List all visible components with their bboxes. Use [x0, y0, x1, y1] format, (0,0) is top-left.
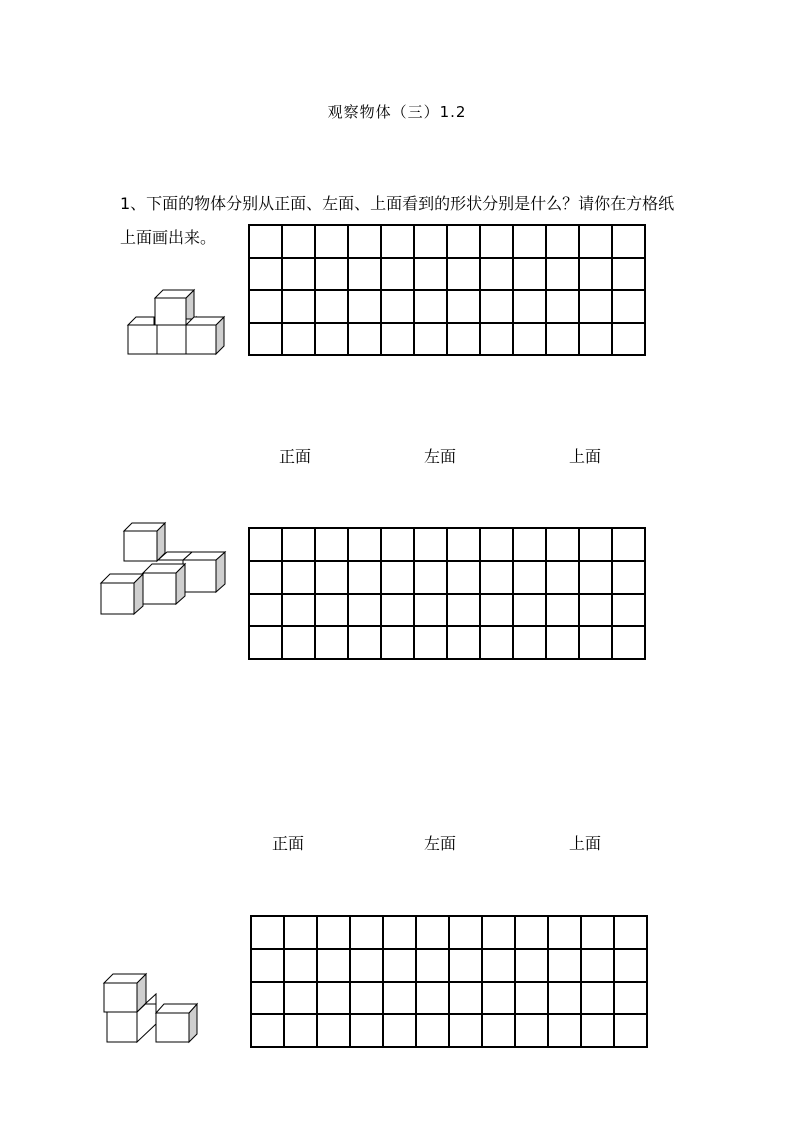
grid-cell[interactable]	[480, 323, 513, 356]
grid-cell[interactable]	[383, 949, 416, 982]
grid-cell[interactable]	[414, 258, 447, 291]
grid-cell[interactable]	[546, 225, 579, 258]
grid-cell[interactable]	[348, 594, 381, 627]
grid-cell[interactable]	[282, 290, 315, 323]
grid-cell[interactable]	[513, 594, 546, 627]
grid-cell[interactable]	[315, 528, 348, 561]
grid-cell[interactable]	[383, 982, 416, 1015]
grid-cell[interactable]	[282, 528, 315, 561]
grid-cell[interactable]	[348, 626, 381, 659]
grid-cell[interactable]	[381, 561, 414, 594]
cube-figure-2	[98, 520, 233, 620]
grid-cell[interactable]	[414, 561, 447, 594]
grid-cell[interactable]	[546, 528, 579, 561]
grid-cell[interactable]	[614, 982, 647, 1015]
grid-cell[interactable]	[350, 916, 383, 949]
grid-cell[interactable]	[381, 225, 414, 258]
grid-cell[interactable]	[513, 561, 546, 594]
grid-cell[interactable]	[282, 594, 315, 627]
grid-cell[interactable]	[383, 916, 416, 949]
grid-cell[interactable]	[447, 528, 480, 561]
grid-cell[interactable]	[612, 225, 645, 258]
grid-cell[interactable]	[315, 225, 348, 258]
question-1-text: 1、下面的物体分别从正面、左面、上面看到的形状分别是什么？请你在方格纸	[120, 194, 675, 213]
grid-cell[interactable]	[251, 916, 284, 949]
grid-cell[interactable]	[447, 290, 480, 323]
grid-cell[interactable]	[546, 561, 579, 594]
grid-cell[interactable]	[515, 949, 548, 982]
view-label-front: 正面	[279, 447, 312, 466]
grid-cell[interactable]	[282, 323, 315, 356]
grid-cell[interactable]	[447, 626, 480, 659]
grid-cell[interactable]	[249, 225, 282, 258]
grid-cell[interactable]	[480, 626, 513, 659]
grid-cell[interactable]	[284, 916, 317, 949]
grid-cell[interactable]	[513, 626, 546, 659]
grid-cell[interactable]	[579, 561, 612, 594]
grid-cell[interactable]	[348, 561, 381, 594]
grid-cell[interactable]	[447, 323, 480, 356]
grid-cell[interactable]	[513, 258, 546, 291]
grid-cell[interactable]	[348, 258, 381, 291]
grid-cell[interactable]	[579, 626, 612, 659]
grid-cell[interactable]	[581, 982, 614, 1015]
grid-cell[interactable]	[284, 982, 317, 1015]
grid-cell[interactable]	[579, 258, 612, 291]
grid-cell[interactable]	[546, 258, 579, 291]
grid-cell[interactable]	[315, 323, 348, 356]
grid-cell[interactable]	[249, 528, 282, 561]
grid-cell[interactable]	[414, 594, 447, 627]
grid-cell[interactable]	[612, 290, 645, 323]
grid-cell[interactable]	[480, 561, 513, 594]
grid-cell[interactable]	[581, 949, 614, 982]
grid-cell[interactable]	[251, 949, 284, 982]
grid-cell[interactable]	[513, 225, 546, 258]
grid-cell[interactable]	[449, 1014, 482, 1047]
grid-cell[interactable]	[515, 1014, 548, 1047]
grid-cell[interactable]	[381, 290, 414, 323]
grid-cell[interactable]	[317, 982, 350, 1015]
grid-cell[interactable]	[614, 949, 647, 982]
grid-cell[interactable]	[447, 561, 480, 594]
grid-cell[interactable]	[579, 594, 612, 627]
grid-cell[interactable]	[282, 258, 315, 291]
grid-cell[interactable]	[449, 916, 482, 949]
answer-grid-1[interactable]	[248, 224, 646, 356]
grid-cell[interactable]	[482, 916, 515, 949]
question-1-text-continued: 上面画出来。	[120, 228, 217, 247]
grid-cell[interactable]	[546, 290, 579, 323]
grid-cell[interactable]	[513, 528, 546, 561]
grid-cell[interactable]	[251, 982, 284, 1015]
cube-figure-1	[120, 278, 240, 358]
grid-cell[interactable]	[612, 323, 645, 356]
view-label-left: 左面	[424, 447, 457, 466]
grid-cell[interactable]	[513, 323, 546, 356]
grid-cell[interactable]	[548, 949, 581, 982]
grid-cell[interactable]	[414, 626, 447, 659]
grid-cell[interactable]	[381, 258, 414, 291]
grid-cell[interactable]	[515, 982, 548, 1015]
grid-cell[interactable]	[414, 528, 447, 561]
view-label-left: 左面	[424, 834, 457, 853]
grid-cell[interactable]	[447, 258, 480, 291]
grid-cell[interactable]	[249, 561, 282, 594]
grid-cell[interactable]	[513, 290, 546, 323]
grid-cell[interactable]	[480, 528, 513, 561]
grid-cell[interactable]	[612, 528, 645, 561]
worksheet-title: 观察物体（三）1.2	[327, 103, 467, 121]
view-label-front: 正面	[272, 834, 305, 853]
grid-cell[interactable]	[546, 594, 579, 627]
grid-cell[interactable]	[315, 594, 348, 627]
grid-cell[interactable]	[249, 594, 282, 627]
grid-cell[interactable]	[482, 1014, 515, 1047]
grid-cell[interactable]	[249, 323, 282, 356]
grid-cell[interactable]	[282, 225, 315, 258]
grid-cell[interactable]	[381, 528, 414, 561]
grid-cell[interactable]	[579, 323, 612, 356]
grid-cell[interactable]	[579, 225, 612, 258]
grid-cell[interactable]	[414, 323, 447, 356]
grid-cell[interactable]	[612, 561, 645, 594]
grid-cell[interactable]	[579, 290, 612, 323]
grid-cell[interactable]	[348, 323, 381, 356]
grid-cell[interactable]	[614, 1014, 647, 1047]
grid-cell[interactable]	[548, 982, 581, 1015]
grid-cell[interactable]	[548, 1014, 581, 1047]
grid-cell[interactable]	[515, 916, 548, 949]
grid-cell[interactable]	[480, 258, 513, 291]
grid-cell[interactable]	[447, 225, 480, 258]
grid-cell[interactable]	[449, 949, 482, 982]
grid-cell[interactable]	[581, 1014, 614, 1047]
grid-cell[interactable]	[482, 949, 515, 982]
grid-cell[interactable]	[251, 1014, 284, 1047]
grid-cell[interactable]	[614, 916, 647, 949]
grid-cell[interactable]	[482, 982, 515, 1015]
view-label-top: 上面	[569, 447, 602, 466]
grid-cell[interactable]	[480, 225, 513, 258]
grid-cell[interactable]	[612, 258, 645, 291]
grid-cell[interactable]	[348, 290, 381, 323]
grid-cell[interactable]	[416, 949, 449, 982]
grid-cell[interactable]	[350, 949, 383, 982]
grid-cell[interactable]	[249, 626, 282, 659]
grid-cell[interactable]	[350, 982, 383, 1015]
grid-cell[interactable]	[381, 626, 414, 659]
grid-cell[interactable]	[612, 626, 645, 659]
grid-cell[interactable]	[317, 916, 350, 949]
grid-cell[interactable]	[249, 258, 282, 291]
grid-cell[interactable]	[414, 290, 447, 323]
grid-cell[interactable]	[284, 1014, 317, 1047]
grid-cell[interactable]	[414, 225, 447, 258]
grid-cell[interactable]	[480, 594, 513, 627]
answer-grid-2[interactable]	[248, 527, 646, 660]
grid-cell[interactable]	[315, 626, 348, 659]
grid-cell[interactable]	[249, 290, 282, 323]
cube-figure-3	[100, 968, 215, 1058]
grid-cell[interactable]	[546, 323, 579, 356]
grid-cell[interactable]	[317, 1014, 350, 1047]
grid-cell[interactable]	[381, 594, 414, 627]
grid-cell[interactable]	[350, 1014, 383, 1047]
grid-cell[interactable]	[284, 949, 317, 982]
grid-cell[interactable]	[348, 528, 381, 561]
grid-cell[interactable]	[416, 982, 449, 1015]
grid-cell[interactable]	[449, 982, 482, 1015]
grid-cell[interactable]	[381, 323, 414, 356]
grid-cell[interactable]	[282, 626, 315, 659]
grid-cell[interactable]	[612, 594, 645, 627]
grid-cell[interactable]	[579, 528, 612, 561]
grid-cell[interactable]	[315, 561, 348, 594]
grid-cell[interactable]	[282, 561, 315, 594]
grid-cell[interactable]	[348, 225, 381, 258]
grid-cell[interactable]	[383, 1014, 416, 1047]
grid-cell[interactable]	[315, 258, 348, 291]
grid-cell[interactable]	[581, 916, 614, 949]
grid-cell[interactable]	[315, 290, 348, 323]
grid-cell[interactable]	[548, 916, 581, 949]
grid-cell[interactable]	[317, 949, 350, 982]
grid-cell[interactable]	[416, 916, 449, 949]
grid-cell[interactable]	[447, 594, 480, 627]
grid-cell[interactable]	[416, 1014, 449, 1047]
grid-cell[interactable]	[546, 626, 579, 659]
grid-cell[interactable]	[480, 290, 513, 323]
answer-grid-3[interactable]	[250, 915, 648, 1048]
view-label-top: 上面	[569, 834, 602, 853]
